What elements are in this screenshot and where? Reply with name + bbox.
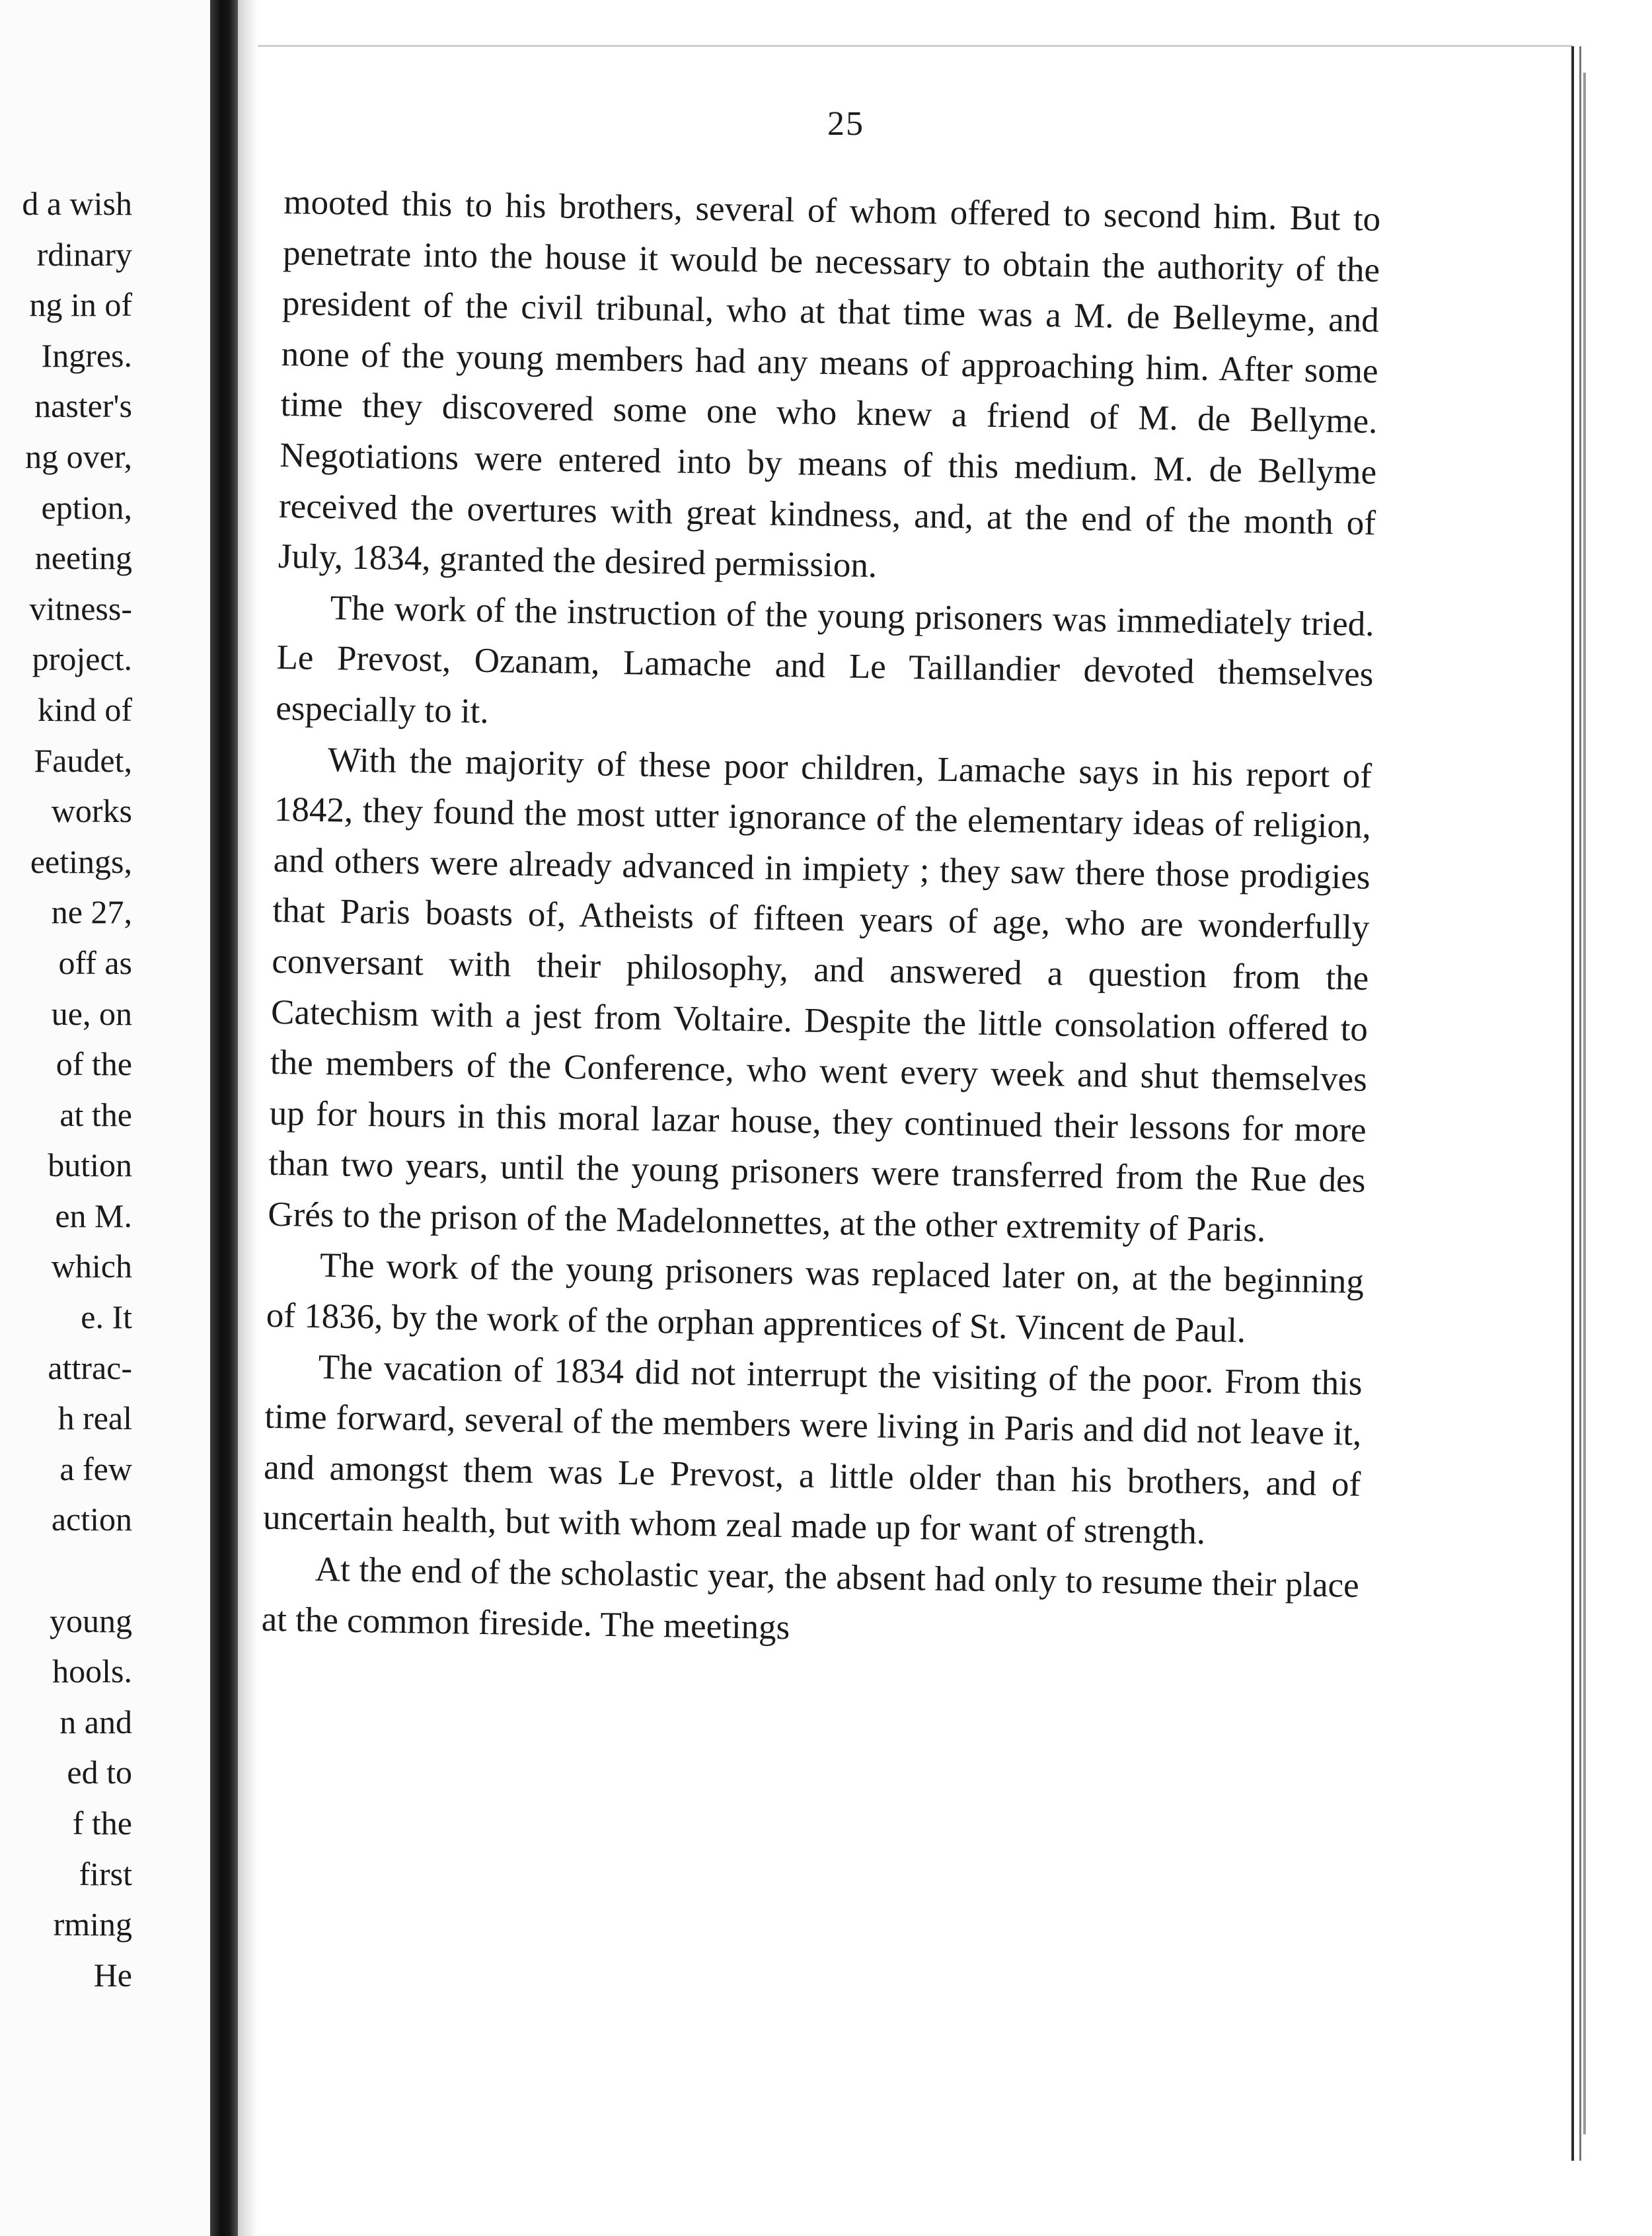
facing-line: Ingres. (41, 336, 132, 374)
facing-line: naster's (34, 387, 132, 425)
facing-line: attrac- (48, 1349, 132, 1386)
facing-line: project. (32, 640, 132, 678)
facing-line: ue, on (51, 994, 132, 1032)
facing-line: He (93, 1956, 132, 1994)
facing-line: en M. (55, 1197, 132, 1234)
facing-line: young (50, 1602, 132, 1639)
facing-line: f the (72, 1805, 132, 1842)
facing-line: a few (59, 1450, 132, 1487)
facing-line: rming (53, 1906, 132, 1943)
facing-line (0, 1545, 132, 1596)
page-stack-edge (1583, 73, 1586, 2134)
facing-line: at the (59, 1096, 132, 1133)
gutter-shadow (238, 0, 258, 2236)
facing-line: vitness- (29, 589, 132, 627)
facing-page-text (0, 178, 132, 2000)
page-right-edge (1571, 46, 1581, 2161)
facing-line: d a wish (22, 185, 132, 222)
facing-line: h real (57, 1399, 132, 1437)
facing-line: rdinary (36, 235, 132, 273)
paragraph: With the majority of these poor children, Lamache says in his report of 1842, they found the most utter ignorance of the elementary ideas of religion, and others were already advanced in impiety ; they saw there those prodigies that Paris boasts of, Atheists of fifteen years of age, who are wonderfully conversant with their philosophy, and answered a question from the Catechism with a jest from Voltaire. Despite the little consolation offered to the members of the Conference, who went every week and shut themselves up for hours in this moral lazar house, they continued their lessons for more than two years, until the young prisoners were transferred from the Rue des Grés to the prison of the Madelonnettes, at the other extremity of Paris. (267, 740, 1372, 1249)
facing-line: which (51, 1248, 132, 1285)
facing-line: action (51, 1501, 132, 1538)
facing-line: works (51, 792, 132, 830)
facing-line: Faudet, (34, 741, 132, 779)
paragraph: The work of the young prisoners was replaced later on, at the beginning of 1836, by the work of the orphan apprentices of St. Vincent de Paul. (266, 1246, 1365, 1351)
facing-line: neeting (34, 539, 132, 577)
book-gutter (210, 0, 238, 2236)
facing-line: ne 27, (51, 893, 132, 931)
facing-line: ng in of (29, 286, 132, 324)
page-body (261, 177, 1381, 1662)
paragraph: mooted this to his brothers, several of whom offered to second him. But to penetrate into the house it would be necessary to obtain the authority of the president of the civil tribunal, who at that time was a M. de Belleyme, and none of the young members had any means of approaching him. After some time they discovered some one who knew a friend of M. de Bellyme. Negotiations were entered into by means of this medium. M. de Bellyme received the overtures with great kindness, and, at the end of the month of July, 1834, granted the desired permission. (278, 182, 1381, 585)
facing-line: first (79, 1855, 132, 1892)
facing-line: off as (58, 944, 132, 981)
facing-line: e. It (81, 1298, 132, 1336)
facing-line: n and (59, 1703, 132, 1740)
page-number: 25 (827, 105, 864, 143)
facing-line: ed to (67, 1754, 132, 1791)
facing-page-left (0, 0, 210, 2236)
page-top-edge (258, 45, 1573, 47)
paragraph: The vacation of 1834 did not interrupt the visiting of the poor. From this time forward, several of the members were living in Paris and did not leave it, and amongst them was Le Prevost, a little older than his brothers, and of uncertain health, but with whom zeal made up for want of strength. (262, 1347, 1363, 1552)
facing-line: eetings, (30, 842, 132, 880)
facing-line: bution (48, 1146, 132, 1184)
facing-line: of the (56, 1045, 132, 1083)
facing-line: eption, (41, 488, 132, 526)
facing-line: hools. (52, 1653, 132, 1690)
paragraph: At the end of the scholastic year, the absent had only to resume their place at the common fireside. The meetings (261, 1550, 1360, 1647)
facing-line: kind of (37, 690, 132, 728)
facing-line: ng over, (25, 437, 132, 475)
paragraph: The work of the instruction of the young prisoners was immediately tried. Le Prevost, Ozanam, Lamache and Le Taillandier devoted themselves especially to it. (275, 588, 1375, 731)
